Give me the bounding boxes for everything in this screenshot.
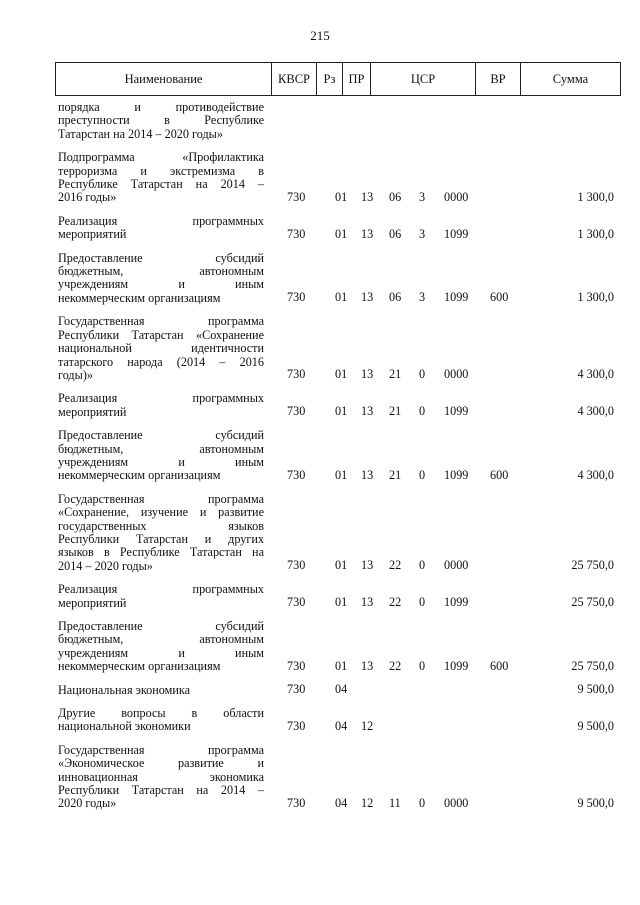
row-name-line: 2016 годы» (58, 190, 117, 205)
header-kvsr: КВСР (272, 63, 317, 96)
cell-kvsr: 730 (287, 795, 306, 810)
header-name: Наименование (56, 63, 272, 96)
cell-pr: 13 (361, 189, 374, 204)
row-name-line: национальной экономики (58, 719, 191, 734)
table-row (58, 101, 618, 141)
cell-csr-code: 0000 (444, 189, 469, 204)
row-name-line: Республики Татарстан «Сохранение (58, 327, 264, 342)
row-name-line: мероприятий (58, 595, 127, 610)
cell-csr-subprogram: 0 (419, 595, 426, 609)
table-row (58, 620, 618, 674)
row-cells (58, 683, 618, 697)
row-name-line: учреждениям и иным (58, 454, 264, 469)
cell-csr-code: 1099 (444, 404, 469, 419)
row-name-line: Республики Татарстан на 2014 – (58, 783, 264, 798)
cell-csr-subprogram: 0 (419, 558, 426, 573)
cell-csr-subprogram: 0 (419, 404, 426, 419)
cell-rz: 01 (335, 595, 348, 609)
row-name-line: мероприятий (58, 227, 127, 242)
row-name-line: бюджетным, автономным (58, 264, 264, 279)
cell-csr-code: 1099 (444, 658, 469, 673)
cell-csr-program: 06 (389, 226, 402, 241)
row-cells (58, 191, 618, 205)
cell-pr: 13 (361, 595, 374, 609)
cell-kvsr: 730 (287, 718, 306, 733)
cell-csr-program: 22 (389, 558, 402, 573)
row-name-line: Национальная экономика (58, 682, 191, 697)
cell-vr: 600 (490, 290, 509, 305)
cell-kvsr: 730 (287, 682, 306, 697)
cell-csr-program: 21 (389, 467, 402, 482)
cell-csr-code: 1099 (444, 290, 469, 305)
cell-kvsr: 730 (287, 226, 306, 241)
cell-sum: 4 300,0 (577, 404, 614, 419)
cell-sum: 4 300,0 (577, 367, 614, 382)
cell-csr-subprogram: 0 (419, 467, 426, 482)
table-row (58, 684, 618, 697)
cell-pr: 13 (361, 467, 374, 482)
cell-kvsr: 730 (287, 404, 306, 419)
row-cells (58, 469, 618, 483)
row-cells (58, 596, 618, 610)
row-name-line: государственных языков (58, 518, 264, 533)
page-number: 215 (310, 28, 330, 43)
row-cells (58, 660, 618, 674)
row-name-line: годы)» (58, 367, 93, 382)
cell-sum: 25 750,0 (571, 595, 614, 609)
table-row (58, 744, 618, 811)
row-name-line: некоммерческим организациям (58, 659, 221, 674)
cell-csr-code: 1099 (444, 595, 469, 609)
cell-csr-code: 0000 (444, 558, 469, 573)
cell-csr-program: 21 (389, 404, 402, 419)
cell-sum: 25 750,0 (571, 658, 614, 673)
cell-csr-program: 06 (389, 189, 402, 204)
cell-kvsr: 730 (287, 367, 306, 382)
cell-sum: 4 300,0 (577, 467, 614, 482)
cell-pr: 13 (361, 226, 374, 241)
cell-rz: 01 (335, 558, 348, 573)
cell-kvsr: 730 (287, 467, 306, 482)
row-name-line: «Сохранение, изучение и развитие (58, 505, 264, 520)
cell-rz: 04 (335, 718, 348, 733)
cell-csr-subprogram: 3 (419, 290, 426, 305)
row-name-line: Республике Татарстан на 2014 – (58, 177, 264, 192)
row-cells (58, 291, 618, 305)
row-name-line: бюджетным, автономным (58, 441, 264, 456)
cell-csr-program: 22 (389, 658, 402, 673)
table-row (58, 493, 618, 573)
row-name-line: Реализация программных (58, 391, 264, 406)
cell-rz: 01 (335, 658, 348, 673)
row-name-line: Реализация программных (58, 213, 264, 228)
table-row (58, 252, 618, 306)
row-name-line: преступности в Республике (58, 113, 264, 128)
table-row (58, 215, 618, 242)
row-name-line: 2014 – 2020 годы» (58, 558, 153, 573)
table-row (58, 707, 618, 734)
cell-pr: 13 (361, 290, 374, 305)
cell-csr-program: 21 (389, 367, 402, 382)
cell-vr: 600 (490, 658, 509, 673)
cell-pr: 13 (361, 404, 374, 419)
row-name-line: Татарстан на 2014 – 2020 годы» (58, 126, 223, 141)
cell-csr-code: 0000 (444, 367, 469, 382)
row-name-line: Предоставление субсидий (58, 619, 264, 633)
row-name-line: бюджетным, автономным (58, 632, 264, 647)
table-row (58, 429, 618, 483)
row-name-line: языков в Республике Татарстан на (58, 545, 264, 560)
cell-sum: 1 300,0 (577, 189, 614, 204)
cell-pr: 12 (361, 795, 374, 810)
cell-rz: 04 (335, 682, 348, 697)
cell-pr: 13 (361, 658, 374, 673)
table-header (55, 62, 621, 96)
header-sum: Сумма (521, 63, 621, 96)
row-name-line: мероприятий (58, 404, 127, 419)
row-name-line: Государственная программа (58, 742, 264, 757)
cell-kvsr: 730 (287, 558, 306, 573)
table-body (58, 101, 618, 821)
cell-rz: 01 (335, 404, 348, 419)
row-name-line: Государственная программа (58, 314, 264, 329)
cell-kvsr: 730 (287, 189, 306, 204)
row-name-line: терроризма и экстремизма в (58, 163, 264, 178)
row-name-line: 2020 годы» (58, 796, 117, 811)
row-cells (58, 559, 618, 573)
cell-csr-subprogram: 3 (419, 226, 426, 241)
row-name-line: Предоставление субсидий (58, 428, 264, 443)
cell-sum: 25 750,0 (571, 558, 614, 573)
row-name-line: некоммерческим организациям (58, 290, 221, 305)
row-name-line: национальной идентичности (58, 341, 264, 356)
row-cells (58, 720, 618, 734)
cell-csr-subprogram: 0 (419, 367, 426, 382)
cell-pr: 13 (361, 558, 374, 573)
row-name-line: Государственная программа (58, 491, 264, 506)
cell-rz: 01 (335, 367, 348, 382)
cell-csr-program: 11 (389, 795, 401, 810)
table-row (58, 315, 618, 382)
cell-pr: 13 (361, 367, 374, 382)
row-name-line: инновационная экономика (58, 769, 264, 784)
row-name-line: Другие вопросы в области (58, 706, 264, 721)
cell-sum: 9 500,0 (577, 795, 614, 810)
row-cells (58, 405, 618, 419)
table-row (58, 151, 618, 205)
table-row (58, 392, 618, 419)
cell-kvsr: 730 (287, 290, 306, 305)
cell-pr: 12 (361, 718, 374, 733)
cell-csr-code: 1099 (444, 467, 469, 482)
cell-kvsr: 730 (287, 658, 306, 673)
cell-csr-program: 22 (389, 595, 402, 609)
cell-rz: 01 (335, 189, 348, 204)
header-rz: Рз (317, 63, 343, 96)
cell-rz: 01 (335, 467, 348, 482)
cell-kvsr: 730 (287, 595, 306, 609)
cell-csr-code: 0000 (444, 795, 469, 810)
row-name-line: Предоставление субсидий (58, 250, 264, 265)
header-pr: ПР (343, 63, 371, 96)
row-name-line: учреждениям и иным (58, 277, 264, 292)
row-cells (58, 228, 618, 242)
row-cells (58, 368, 618, 382)
cell-vr: 600 (490, 467, 509, 482)
cell-csr-code: 1099 (444, 226, 469, 241)
cell-sum: 1 300,0 (577, 290, 614, 305)
cell-sum: 1 300,0 (577, 226, 614, 241)
cell-sum: 9 500,0 (577, 682, 614, 697)
cell-rz: 01 (335, 226, 348, 241)
row-name-line: Подпрограмма «Профилактика (58, 150, 264, 165)
cell-csr-subprogram: 3 (419, 189, 426, 204)
cell-csr-program: 06 (389, 290, 402, 305)
header-csr: ЦСР (371, 63, 476, 96)
cell-rz: 01 (335, 290, 348, 305)
row-name-line: татарского народа (2014 – 2016 (58, 354, 264, 369)
row-name-line: Реализация программных (58, 582, 264, 597)
row-name-line: учреждениям и иным (58, 645, 264, 660)
row-name-line: порядка и противодействие (58, 100, 264, 114)
table-row (58, 583, 618, 610)
header-vr: ВР (476, 63, 521, 96)
cell-sum: 9 500,0 (577, 718, 614, 733)
row-cells (58, 797, 618, 811)
row-name-line: Республики Татарстан и других (58, 531, 264, 546)
cell-csr-subprogram: 0 (419, 795, 426, 810)
row-name-line: «Экономическое развитие и (58, 756, 264, 771)
row-cells (58, 127, 618, 141)
row-name-line: некоммерческим организациям (58, 468, 221, 483)
cell-rz: 04 (335, 795, 348, 810)
cell-csr-subprogram: 0 (419, 658, 426, 673)
